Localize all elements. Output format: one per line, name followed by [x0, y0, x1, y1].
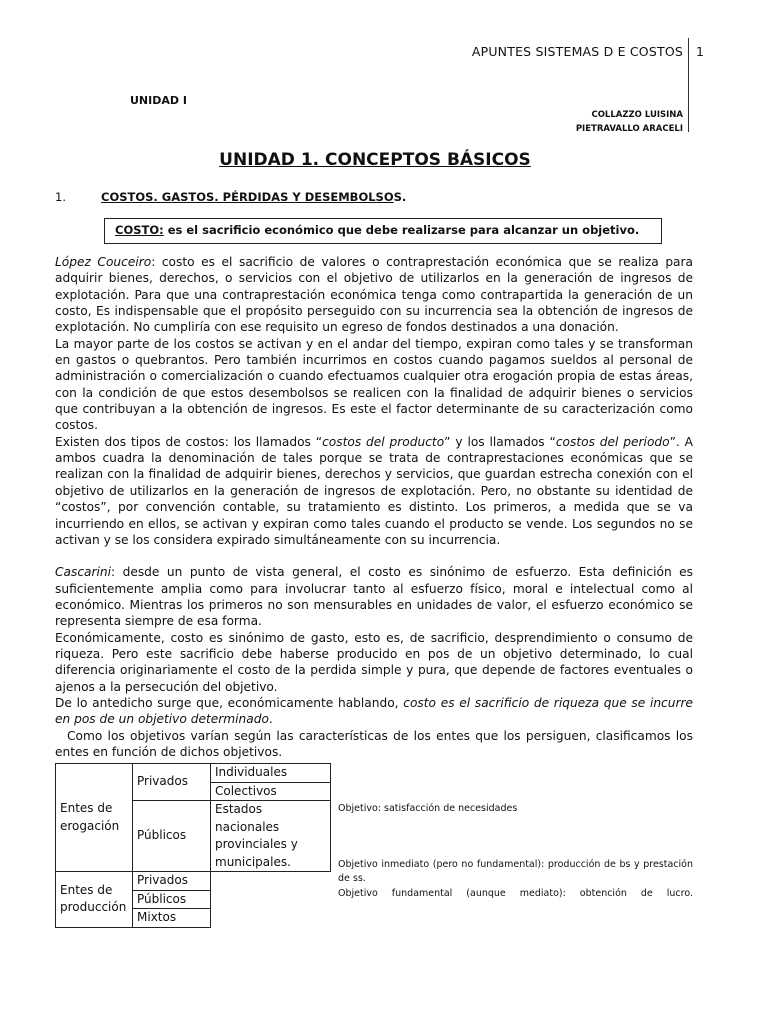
paragraph: [55, 564, 693, 629]
paragraph-text: : costo es el sacrificio de valores o contraprestación económica que se realiza para adquirir bienes, derechos, o servicios con el objetivo de utilizarlos en la generación de ingresos de explotación. Para que una contraprestación económica tenga como contrapartida la generación de un costo, Es indispensable que el propósito perseguido con su incurrencia sea la obtención de ingresos de explotación. No cumpliría con ese requisito un egreso de fondos destinados a una donación.: [55, 255, 694, 335]
paragraph: [55, 434, 693, 548]
definition-text: es el sacrificio económico que debe realizarse para alcanzar un objetivo.: [163, 223, 640, 237]
author-name: PIETRAVALLO ARACELI: [575, 124, 683, 134]
paragraph: Como los objetivos varían según las características de los entes que los persiguen, clasificamos los entes en función de dichos objetivos.: [55, 728, 693, 759]
objective-note: Objetivo inmediato (pero no fundamental): producción de bs y prestación de ss.: [338, 859, 693, 884]
definition-label: COSTO:: [115, 223, 164, 237]
paragraph-gap: [55, 548, 693, 564]
author-citation: Cascarini: [55, 565, 112, 580]
objective-note: Objetivo: satisfacción de necesidades: [338, 803, 518, 814]
objective-note: Objetivo fundamental (aunque mediato): obtención de lucro.: [338, 888, 693, 899]
paragraph-text: De lo antedicho surge que, económicamente hablando,: [55, 695, 404, 710]
table-row: [56, 872, 331, 891]
section-number: 1.: [55, 190, 66, 204]
table-cell: Privados: [133, 872, 211, 891]
table-cell: Públicos: [133, 801, 211, 872]
table-cell-empty: [211, 872, 331, 928]
author-name: COLLAZZO LUISINA: [591, 110, 683, 120]
definition-italic: costo es el sacrificio de riqueza que se incurre en pos de un objetivo determinado: [55, 695, 693, 727]
paragraph-text: ” y los llamados “: [444, 434, 556, 449]
table-cell: Individuales: [211, 764, 331, 783]
term-italic: costos del periodo: [555, 434, 670, 449]
body-text: [55, 254, 693, 760]
section-title: [101, 190, 406, 204]
section-title-underlined: COSTOS. GASTOS. PÉRDIDAS Y DESEMBOLSO: [101, 190, 394, 204]
definition-box: [104, 218, 662, 244]
document-header-title: APUNTES SISTEMAS D E COSTOS: [471, 44, 683, 59]
author-citation: López Couceiro: [55, 255, 152, 269]
paragraph: La mayor parte de los costos se activan y en el andar del tiempo, expiran como tales y se transforman en gastos o quebrantos. Pero también incurrimos en costos cuando pagamos sueldos al personal de administración o comercialización o cuando efectuamos cualquier otra erogación propia de estas áreas, con la condición de que estos desembolsos se realicen con la finalidad de adquirir bienes o servicios que contribuyan a la obtención de ingresos. Es este el factor determinante de su caracterización como costos.: [55, 336, 693, 433]
paragraph-text: ”. A ambos cuadra la denominación de tales porque se trata de contraprestaciones económicas que se realizan con la finalidad de adquirir bienes, derechos y servicios, que guardan estrecha conexión con el objetivo de utilizarlos en la generación de ingresos de explotación. Pero, no obstante su identidad de “costos”, por convención contable, su tratamiento es distinto. Los primeros, a medida que se va incurriendo en ellos, se activan y expiran como tales cuando el producto se vende. Los segundos no se activan y se los considera expirado simultáneamente con su incurrencia.: [55, 434, 693, 547]
paragraph-text: : desde un punto de vista general, el costo es sinónimo de esfuerzo. Esta definición es suficientemente amplia como para involucrar tanto al esfuerzo físico, moral e intelectual como al económico. Mientras los primeros no son mensurables en unidades de valor, el esfuerzo económico se representa siempre de esa forma.: [55, 565, 693, 629]
table-cell: Públicos: [133, 890, 211, 909]
paragraph: Económicamente, costo es sinónimo de gasto, esto es, de sacrificio, desprendimiento o consumo de riqueza. Pero este sacrificio debe haberse producido en pos de un objetivo determinado, lo cual diferencia originariamente el costo de la perdida simple y pura, que depende de factores eventuales o ajenos a la persecución del objetivo.: [55, 630, 693, 694]
page-number: 1: [696, 44, 704, 59]
unit-label: UNIDAD I: [130, 94, 187, 107]
table-cell: Privados: [133, 764, 211, 801]
paragraph-text: .: [268, 712, 273, 727]
table-cell-produccion: Entes de producción: [56, 872, 133, 928]
table-cell: Mixtos: [133, 909, 211, 928]
table-row: [56, 764, 331, 783]
paragraph: [55, 695, 693, 728]
paragraph: [55, 254, 693, 336]
entities-table: [55, 763, 331, 928]
table-cell-erogacion: Entes de erogación: [56, 764, 133, 872]
authors: [576, 108, 683, 136]
section-title-end: S.: [393, 190, 407, 204]
term-italic: costos del producto: [322, 434, 445, 449]
table-cell: Colectivos: [211, 782, 331, 801]
page-title: UNIDAD 1. CONCEPTOS BÁSICOS: [219, 150, 531, 170]
table-cell: Estados nacionales provinciales y municipales.: [211, 801, 331, 872]
header-divider: [688, 38, 689, 132]
paragraph-text: Existen dos tipos de costos: los llamados “: [55, 434, 323, 449]
